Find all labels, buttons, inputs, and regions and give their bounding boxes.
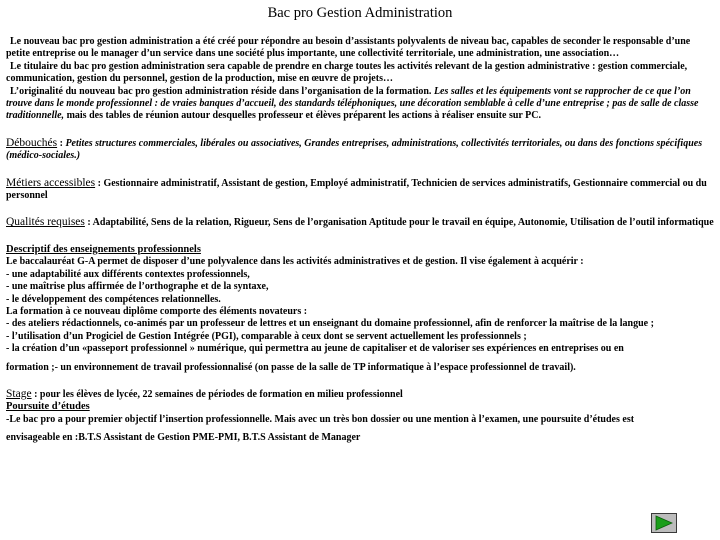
poursuite-line-2: envisageable en :B.T.S Assistant de Gestion PME-PMI, B.T.S Assistant de Manager bbox=[6, 432, 361, 444]
formation-line: formation ;- un environnement de travail professionnalisé (on passe de la salle de TP informatique à l’espace professionnel de travail). bbox=[6, 361, 576, 373]
poursuite-heading: Poursuite d’études bbox=[6, 401, 90, 413]
list-item: - une maîtrise plus affirmée de l’orthographe et de la syntaxe, bbox=[6, 281, 269, 293]
enseignements-intro: Le baccalauréat G-A permet de disposer d’une polyvalence dans les activités administratives et de gestion. Il vise également à acquérir : bbox=[6, 256, 584, 268]
slide-page bbox=[6, 4, 714, 445]
metiers-text: Gestionnaire administratif, Assistant de gestion, Employé administratif, Technicien de services administratifs, Gestionnaire commercial ou du personnel bbox=[6, 177, 707, 202]
intro-p3-tail: mais des tables de réunion autour desquelles professeur et élèves préparent les actions à réaliser ensuite sur PC. bbox=[64, 110, 541, 122]
list-item: - une adaptabilité aux différents contextes professionnels, bbox=[6, 268, 250, 280]
stage-text: pour les élèves de lycée, 22 semaines de périodes de formation en milieu professionnel bbox=[39, 388, 403, 400]
list-item: - la création d’un «passeport professionnel » numérique, qui permettra au jeune de capitaliser et de valoriser ses expériences en entreprises ou en bbox=[6, 343, 624, 355]
enseignements-section bbox=[6, 244, 714, 374]
qualites-section bbox=[6, 216, 714, 229]
intro-p3-italic: Les salles et les équipements vont se rapprocher de ce que l’on trouve dans le monde professionnel : de vraies banques d’accueil, des standards téléphoniques, une décoration semblable à celle d’une entreprise ; pas de salle de classe traditionnelle, bbox=[6, 85, 699, 122]
qualites-heading: Qualités requises bbox=[6, 216, 85, 229]
next-slide-button[interactable] bbox=[651, 513, 677, 533]
debouches-section bbox=[6, 137, 714, 163]
poursuite-section bbox=[6, 401, 714, 444]
intro-p3-bold: L’originalité du nouveau bac pro gestion administration réside dans l’organisation de la formation. bbox=[10, 85, 432, 97]
qualites-sep: : bbox=[84, 217, 93, 229]
metiers-sep: : bbox=[95, 177, 104, 189]
poursuite-line-1: -Le bac pro a pour premier objectif l’insertion professionnelle. Mais avec un très bon dossier ou une mention à l’examen, une poursuite d’études est bbox=[6, 413, 635, 425]
list-item: - des ateliers rédactionnels, co-animés par un professeur de lettres et un enseignant du domaine professionnel, afin de renforcer la maîtrise de la langue ; bbox=[6, 318, 654, 330]
metiers-heading: Métiers accessibles bbox=[6, 176, 96, 189]
debouches-heading: Débouchés bbox=[6, 136, 58, 149]
list-item: - l’utilisation d’un Progiciel de Gestion Intégrée (PGI), comparable à ceux dont se servent actuellement les professionnels ; bbox=[6, 330, 527, 342]
debouches-sep: : bbox=[57, 137, 66, 149]
qualites-text: Adaptabilité, Sens de la relation, Rigueur, Sens de l’organisation Aptitude pour le travail en équipe, Autonomie, Utilisation de l’outil informatique bbox=[92, 217, 714, 229]
stage-section bbox=[6, 388, 714, 401]
debouches-text: Petites structures commerciales, libérales ou associatives, Grandes entreprises, administrations, collectivités territoriales, ou dans des fonctions spécifiques (médico-sociales.) bbox=[6, 137, 703, 162]
novateurs-intro: La formation à ce nouveau diplôme comporte des éléments novateurs : bbox=[6, 305, 308, 317]
next-arrow-icon bbox=[652, 514, 676, 532]
enseignements-heading: Descriptif des enseignements professionnels bbox=[6, 243, 201, 255]
page-title: Bac pro Gestion Administration bbox=[267, 5, 453, 21]
stage-sep: : bbox=[31, 388, 40, 400]
intro-paragraph-3 bbox=[6, 86, 714, 123]
list-item: - le développement des compétences relationnelles. bbox=[6, 293, 221, 305]
intro-paragraph-1: Le nouveau bac pro gestion administration a été créé pour répondre au besoin d’assistants polyvalents de niveau bac, capables de seconder le responsable d’une petite entreprise ou le manager d’un service dans une société plus importante, une collectivité territoriale, une administration, une association… bbox=[6, 36, 691, 60]
metiers-section bbox=[6, 177, 714, 203]
stage-heading: Stage bbox=[6, 387, 32, 400]
intro-paragraph-2: Le titulaire du bac pro gestion administration sera capable de prendre en charge toutes les activités relevant de la gestion administrative : gestion commerciale, communication, gestion du personnel, gestion de la production, mise en œuvre de projets… bbox=[6, 60, 688, 85]
